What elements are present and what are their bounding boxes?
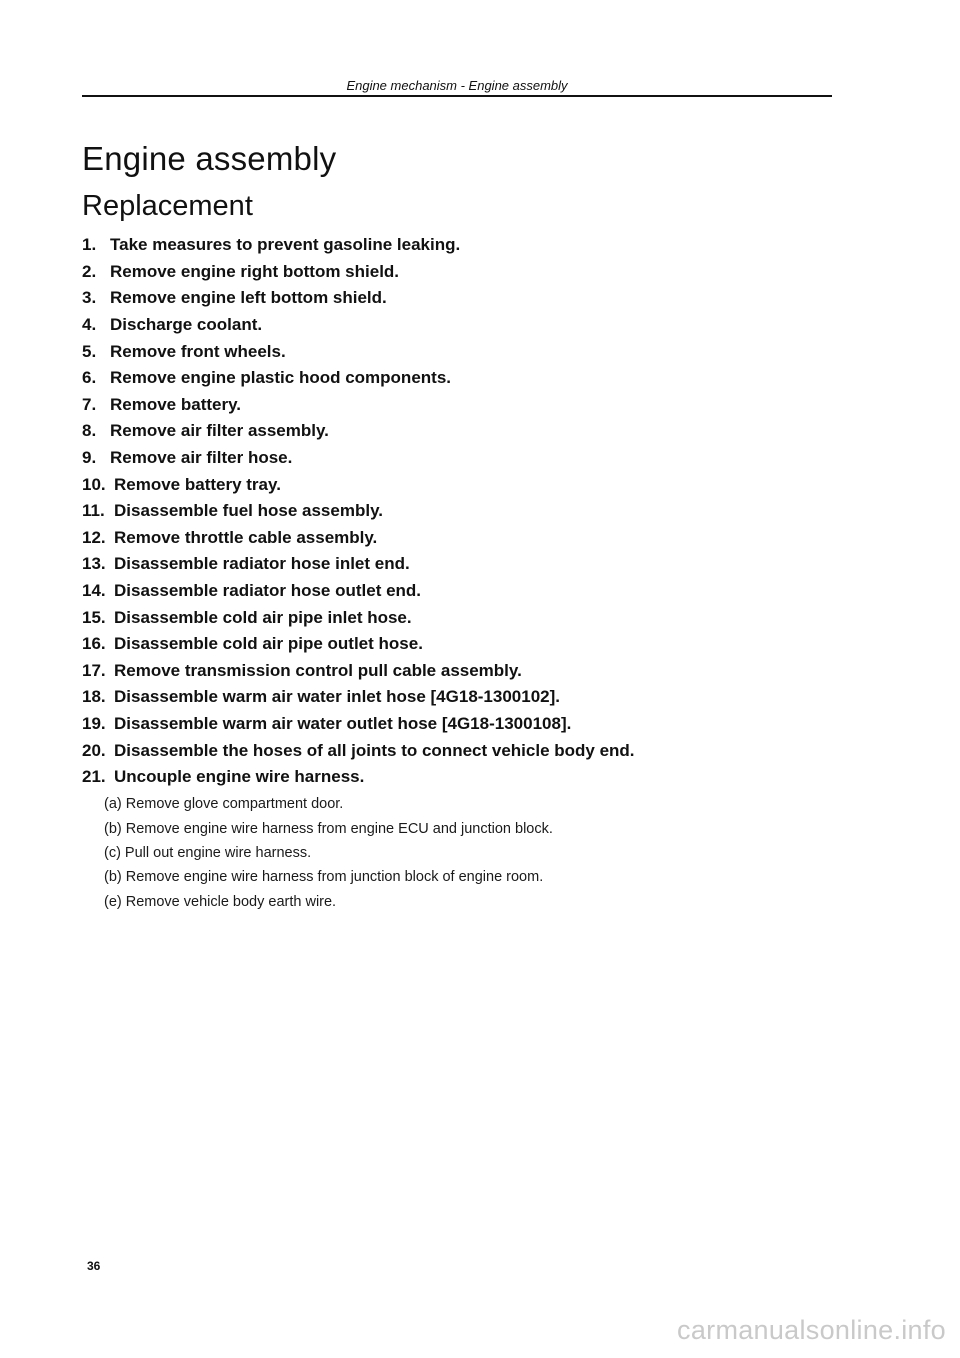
substep-text: Remove vehicle body earth wire. (125, 893, 337, 910)
step-number: 8. (82, 421, 97, 441)
step-text: Uncouple engine wire harness. (114, 767, 365, 787)
substep-letter: (e) (104, 893, 122, 910)
step-text: Remove air filter assembly. (110, 421, 329, 441)
running-header: Engine mechanism - Engine assembly (346, 78, 568, 93)
step-text: Remove throttle cable assembly. (114, 527, 378, 547)
step-item (82, 737, 842, 764)
step-text: Take measures to prevent gasoline leaking. (110, 235, 461, 255)
step-text: Discharge coolant. (110, 315, 263, 335)
step-number: 12. (82, 527, 106, 547)
step-number: 14. (82, 581, 106, 601)
step-text: Remove engine plastic hood components. (110, 368, 451, 388)
step-number: 9. (82, 448, 97, 468)
step-number: 16. (82, 634, 106, 654)
step-item (82, 418, 842, 445)
step-text: Disassemble warm air water outlet hose [4G18-1300108]. (114, 713, 572, 733)
step-text: Disassemble warm air water inlet hose [4G18-1300102]. (114, 687, 561, 707)
substep-letter: (c) (104, 844, 121, 861)
section-title: Replacement (82, 190, 253, 222)
step-text: Disassemble the hoses of all joints to connect vehicle body end. (114, 740, 635, 760)
steps-list (82, 232, 842, 790)
substep-text: Pull out engine wire harness. (124, 844, 312, 861)
step-number: 1. (82, 235, 97, 255)
step-text: Remove engine left bottom shield. (110, 288, 387, 308)
substeps-list (104, 792, 553, 914)
step-number: 18. (82, 687, 106, 707)
step-text: Remove front wheels. (110, 341, 286, 361)
step-number: 13. (82, 554, 106, 574)
step-item (82, 525, 842, 552)
header-rule (82, 95, 832, 97)
step-number: 19. (82, 713, 106, 733)
step-item (82, 285, 842, 312)
step-text: Remove air filter hose. (110, 448, 293, 468)
step-text: Disassemble cold air pipe outlet hose. (114, 634, 423, 654)
step-item (82, 684, 842, 711)
step-text: Disassemble fuel hose assembly. (114, 501, 383, 521)
step-number: 2. (82, 261, 97, 281)
step-number: 21. (82, 767, 106, 787)
step-text: Disassemble radiator hose inlet end. (114, 554, 410, 574)
step-number: 20. (82, 740, 106, 760)
step-number: 17. (82, 660, 106, 680)
step-item (82, 498, 842, 525)
step-item (82, 312, 842, 339)
substep-item (104, 865, 553, 889)
step-item (82, 365, 842, 392)
substep-item (104, 816, 553, 840)
step-number: 6. (82, 368, 97, 388)
step-number: 15. (82, 607, 106, 627)
step-item (82, 578, 842, 605)
step-text: Remove engine right bottom shield. (110, 261, 400, 281)
watermark: carmanualsonline.info (677, 1315, 946, 1345)
step-number: 10. (82, 474, 106, 494)
substep-letter: (b) (104, 869, 122, 886)
step-number: 11. (82, 501, 105, 521)
step-item (82, 604, 842, 631)
step-item (82, 658, 842, 685)
step-item (82, 631, 842, 658)
step-item (82, 551, 842, 578)
step-item (82, 764, 842, 791)
step-number: 7. (82, 394, 97, 414)
page-header (82, 56, 832, 96)
substep-text: Remove engine wire harness from engine ECU and junction block. (125, 820, 553, 837)
substep-text: Remove engine wire harness from junction block of engine room. (125, 869, 544, 886)
step-item (82, 392, 842, 419)
step-number: 5. (82, 341, 97, 361)
substep-item (104, 841, 553, 865)
step-item (82, 711, 842, 738)
substep-item (104, 890, 553, 914)
step-text: Remove transmission control pull cable assembly. (114, 660, 522, 680)
substep-letter: (a) (104, 796, 122, 813)
step-number: 3. (82, 288, 97, 308)
substep-letter: (b) (104, 820, 122, 837)
step-item (82, 259, 842, 286)
step-item (82, 471, 842, 498)
step-text: Disassemble cold air pipe inlet hose. (114, 607, 412, 627)
step-text: Disassemble radiator hose outlet end. (114, 581, 422, 601)
step-number: 4. (82, 315, 97, 335)
step-text: Remove battery. (110, 394, 242, 414)
step-item (82, 338, 842, 365)
step-text: Remove battery tray. (114, 474, 281, 494)
substep-text: Remove glove compartment door. (125, 796, 344, 813)
step-item (82, 445, 842, 472)
step-item (82, 232, 842, 259)
page-number: 36 (87, 1259, 101, 1273)
substep-item (104, 792, 553, 816)
page-title: Engine assembly (82, 140, 337, 177)
